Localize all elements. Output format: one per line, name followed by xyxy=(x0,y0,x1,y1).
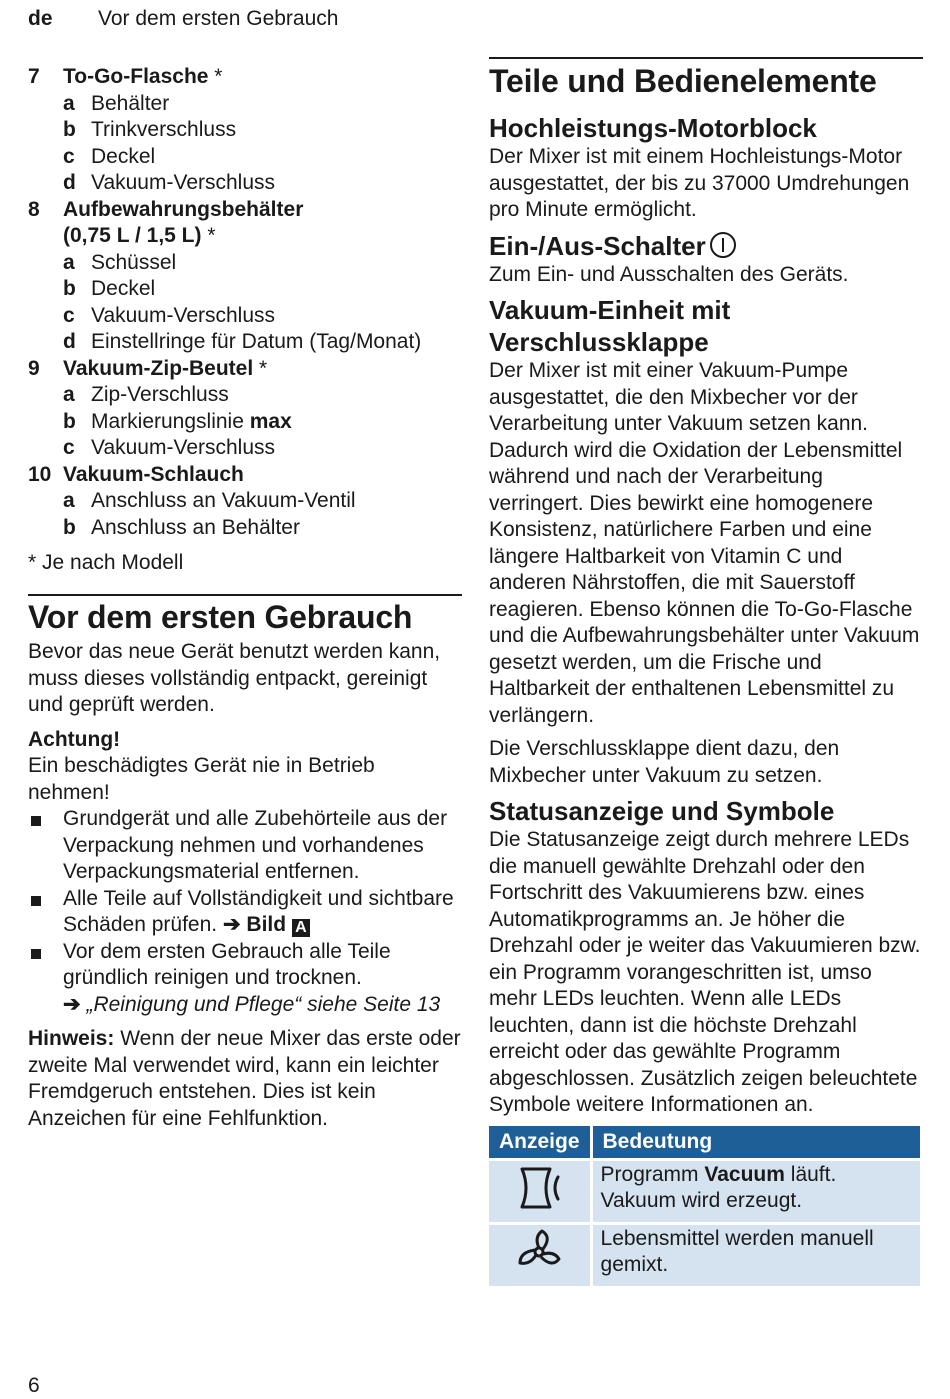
vacuum-heading: Vakuum-Einheit mit Verschlussklappe xyxy=(489,295,731,357)
bullet-item: Grundgerät und alle Zubehörteile aus der Verpackung nehmen und vorhandenes Verpackungsmaterial entfernen. xyxy=(28,806,462,886)
arrow-right-icon: ➔ xyxy=(63,992,81,1016)
list-subitem: d Vakuum-Verschluss xyxy=(63,171,276,194)
header-title: Vor dem ersten Gebrauch xyxy=(98,7,339,30)
list-subitem: a Schüssel xyxy=(63,250,177,274)
bullet-item: Vor dem ersten Gebrauch alle Teile gründlich reinigen und trocknen. ➔ „Reinigung und Pflege“ siehe Seite 13 xyxy=(28,939,462,1019)
power-icon xyxy=(710,232,736,258)
meaning-cell: Programm Vacuum läuft. Vakuum wird erzeugt. xyxy=(593,1161,920,1222)
switch-text: Zum Ein- und Ausschalten des Geräts. xyxy=(489,262,849,286)
bullet-square-icon xyxy=(31,949,41,959)
list-item: 7 To-Go-Flasche * xyxy=(28,65,223,88)
vacuum-text: Der Mixer ist mit einer Vakuum-Pumpe ausgestattet, die den Mixbecher vor der Verarbeitung unter Vakuum setzen kann. Dadurch wird die Oxidation der Lebensmittel während und nach der Verarbeitung verringert. Dies bewirkt eine homogenere Konsistenz, natürlichere Farben und eine längere Haltbarkeit von Vitamin C und anderen Nährstoffen, die mit Sauerstoff reagieren. Ebenso können die To-Go-Flasche und die Aufbewahrungsbehälter unter Vakuum gesetzt werden, um die Frische und Haltbarkeit der enthaltenen Lebensmittel zu verlängern. xyxy=(489,359,920,727)
manual-mix-icon xyxy=(514,1227,564,1277)
table-row xyxy=(489,1225,920,1286)
symbol-cell xyxy=(489,1161,590,1222)
list-item-continuation: (0,75 L / 1,5 L) * xyxy=(63,224,216,247)
warning-text: Ein beschädigtes Gerät nie in Betrieb nehmen! xyxy=(28,754,375,804)
bullet-square-icon xyxy=(31,896,41,906)
column-header-display: Anzeige xyxy=(489,1126,590,1158)
left-column xyxy=(28,64,462,576)
parts-heading: Teile und Bedienelemente xyxy=(489,63,877,99)
list-item: 10 Vakuum-Schlauch xyxy=(28,462,244,486)
list-subitem: a Anschluss an Vakuum-Ventil xyxy=(63,489,356,512)
page-header xyxy=(28,6,339,32)
warning-label: Achtung! xyxy=(28,727,121,751)
switch-heading-row xyxy=(489,230,923,262)
symbol-cell xyxy=(489,1225,590,1286)
list-subitem: a Zip-Verschluss xyxy=(63,383,229,406)
symbol-legend-table xyxy=(486,1123,923,1289)
list-subitem: c Vakuum-Verschluss xyxy=(63,303,276,327)
page-number: 6 xyxy=(28,1374,40,1397)
vacuum-icon xyxy=(514,1163,564,1213)
first-use-heading: Vor dem ersten Gebrauch xyxy=(28,599,413,635)
parts-list xyxy=(28,64,462,541)
right-column xyxy=(489,62,923,1289)
bullet-item: Alle Teile auf Vollständigkeit und sichtbare Schäden prüfen. ➔ Bild A xyxy=(28,886,462,939)
meaning-cell: Lebensmittel werden manuell gemixt. xyxy=(593,1225,920,1286)
first-use-intro: Bevor das neue Gerät benutzt werden kann, muss dieses vollständig entpackt, gereinigt und geprüft werden. xyxy=(28,640,441,716)
table-header-row xyxy=(489,1126,920,1158)
language-code: de xyxy=(28,7,53,30)
status-text: Die Statusanzeige zeigt durch mehrere LEDs die manuell gewählte Drehzahl oder den Fortschritt des Vakuumierens bzw. eines Automatikprogramms an. Je höher die Drehzahl oder je weiter das Vakuumieren bzw. ein Programm vorangeschritten ist, umso mehr LEDs leuchten. Wenn alle LEDs leuchten, dann ist die höchste Drehzahl erreicht oder das gewählte Programm abgeschlossen. Zusätzlich zeigen beleuchtete Symbole weitere Informationen an. xyxy=(489,828,921,1116)
cross-reference-link[interactable]: „Reinigung und Pflege“ siehe Seite 13 xyxy=(86,992,441,1016)
figure-reference-box: A xyxy=(292,919,310,937)
list-item: 9 Vakuum-Zip-Beutel * xyxy=(28,356,268,380)
arrow-right-icon: ➔ xyxy=(222,913,241,936)
list-subitem: d Einstellringe für Datum (Tag/Monat) xyxy=(63,330,422,353)
flap-text: Die Verschlussklappe dient dazu, den Mixbecher unter Vakuum zu setzen. xyxy=(489,737,840,787)
column-header-meaning: Bedeutung xyxy=(593,1126,920,1158)
list-subitem: c Deckel xyxy=(63,144,156,168)
list-subitem: c Vakuum-Verschluss xyxy=(63,436,276,459)
motor-heading: Hochleistungs-Motorblock xyxy=(489,113,817,143)
list-subitem: b Deckel xyxy=(63,277,156,300)
list-subitem: b Anschluss an Behälter xyxy=(63,515,300,539)
model-note: * Je nach Modell xyxy=(28,551,184,574)
switch-heading: Ein-/Aus-Schalter xyxy=(489,230,706,261)
bullet-list xyxy=(28,806,462,1018)
list-subitem: b Trinkverschluss xyxy=(63,118,237,141)
status-heading: Statusanzeige und Symbole xyxy=(489,796,835,826)
first-use-section xyxy=(28,598,462,1132)
section-divider xyxy=(489,57,923,59)
list-subitem: b Markierungslinie max xyxy=(63,409,292,433)
hint-paragraph: Hinweis: Wenn der neue Mixer das erste oder zweite Mal verwendet wird, kann ein leichter Fremdgeruch entstehen. Dies ist kein Anzeichen für eine Fehlfunktion. xyxy=(28,1027,461,1130)
bullet-square-icon xyxy=(31,816,41,826)
motor-text: Der Mixer ist mit einem Hochleistungs-Motor ausgestattet, der bis zu 37000 Umdrehungen pro Minute ermöglicht. xyxy=(489,145,910,221)
table-row xyxy=(489,1161,920,1222)
list-item: 8 Aufbewahrungsbehälter xyxy=(28,197,304,221)
list-subitem: a Behälter xyxy=(63,91,170,115)
section-divider xyxy=(28,594,462,596)
